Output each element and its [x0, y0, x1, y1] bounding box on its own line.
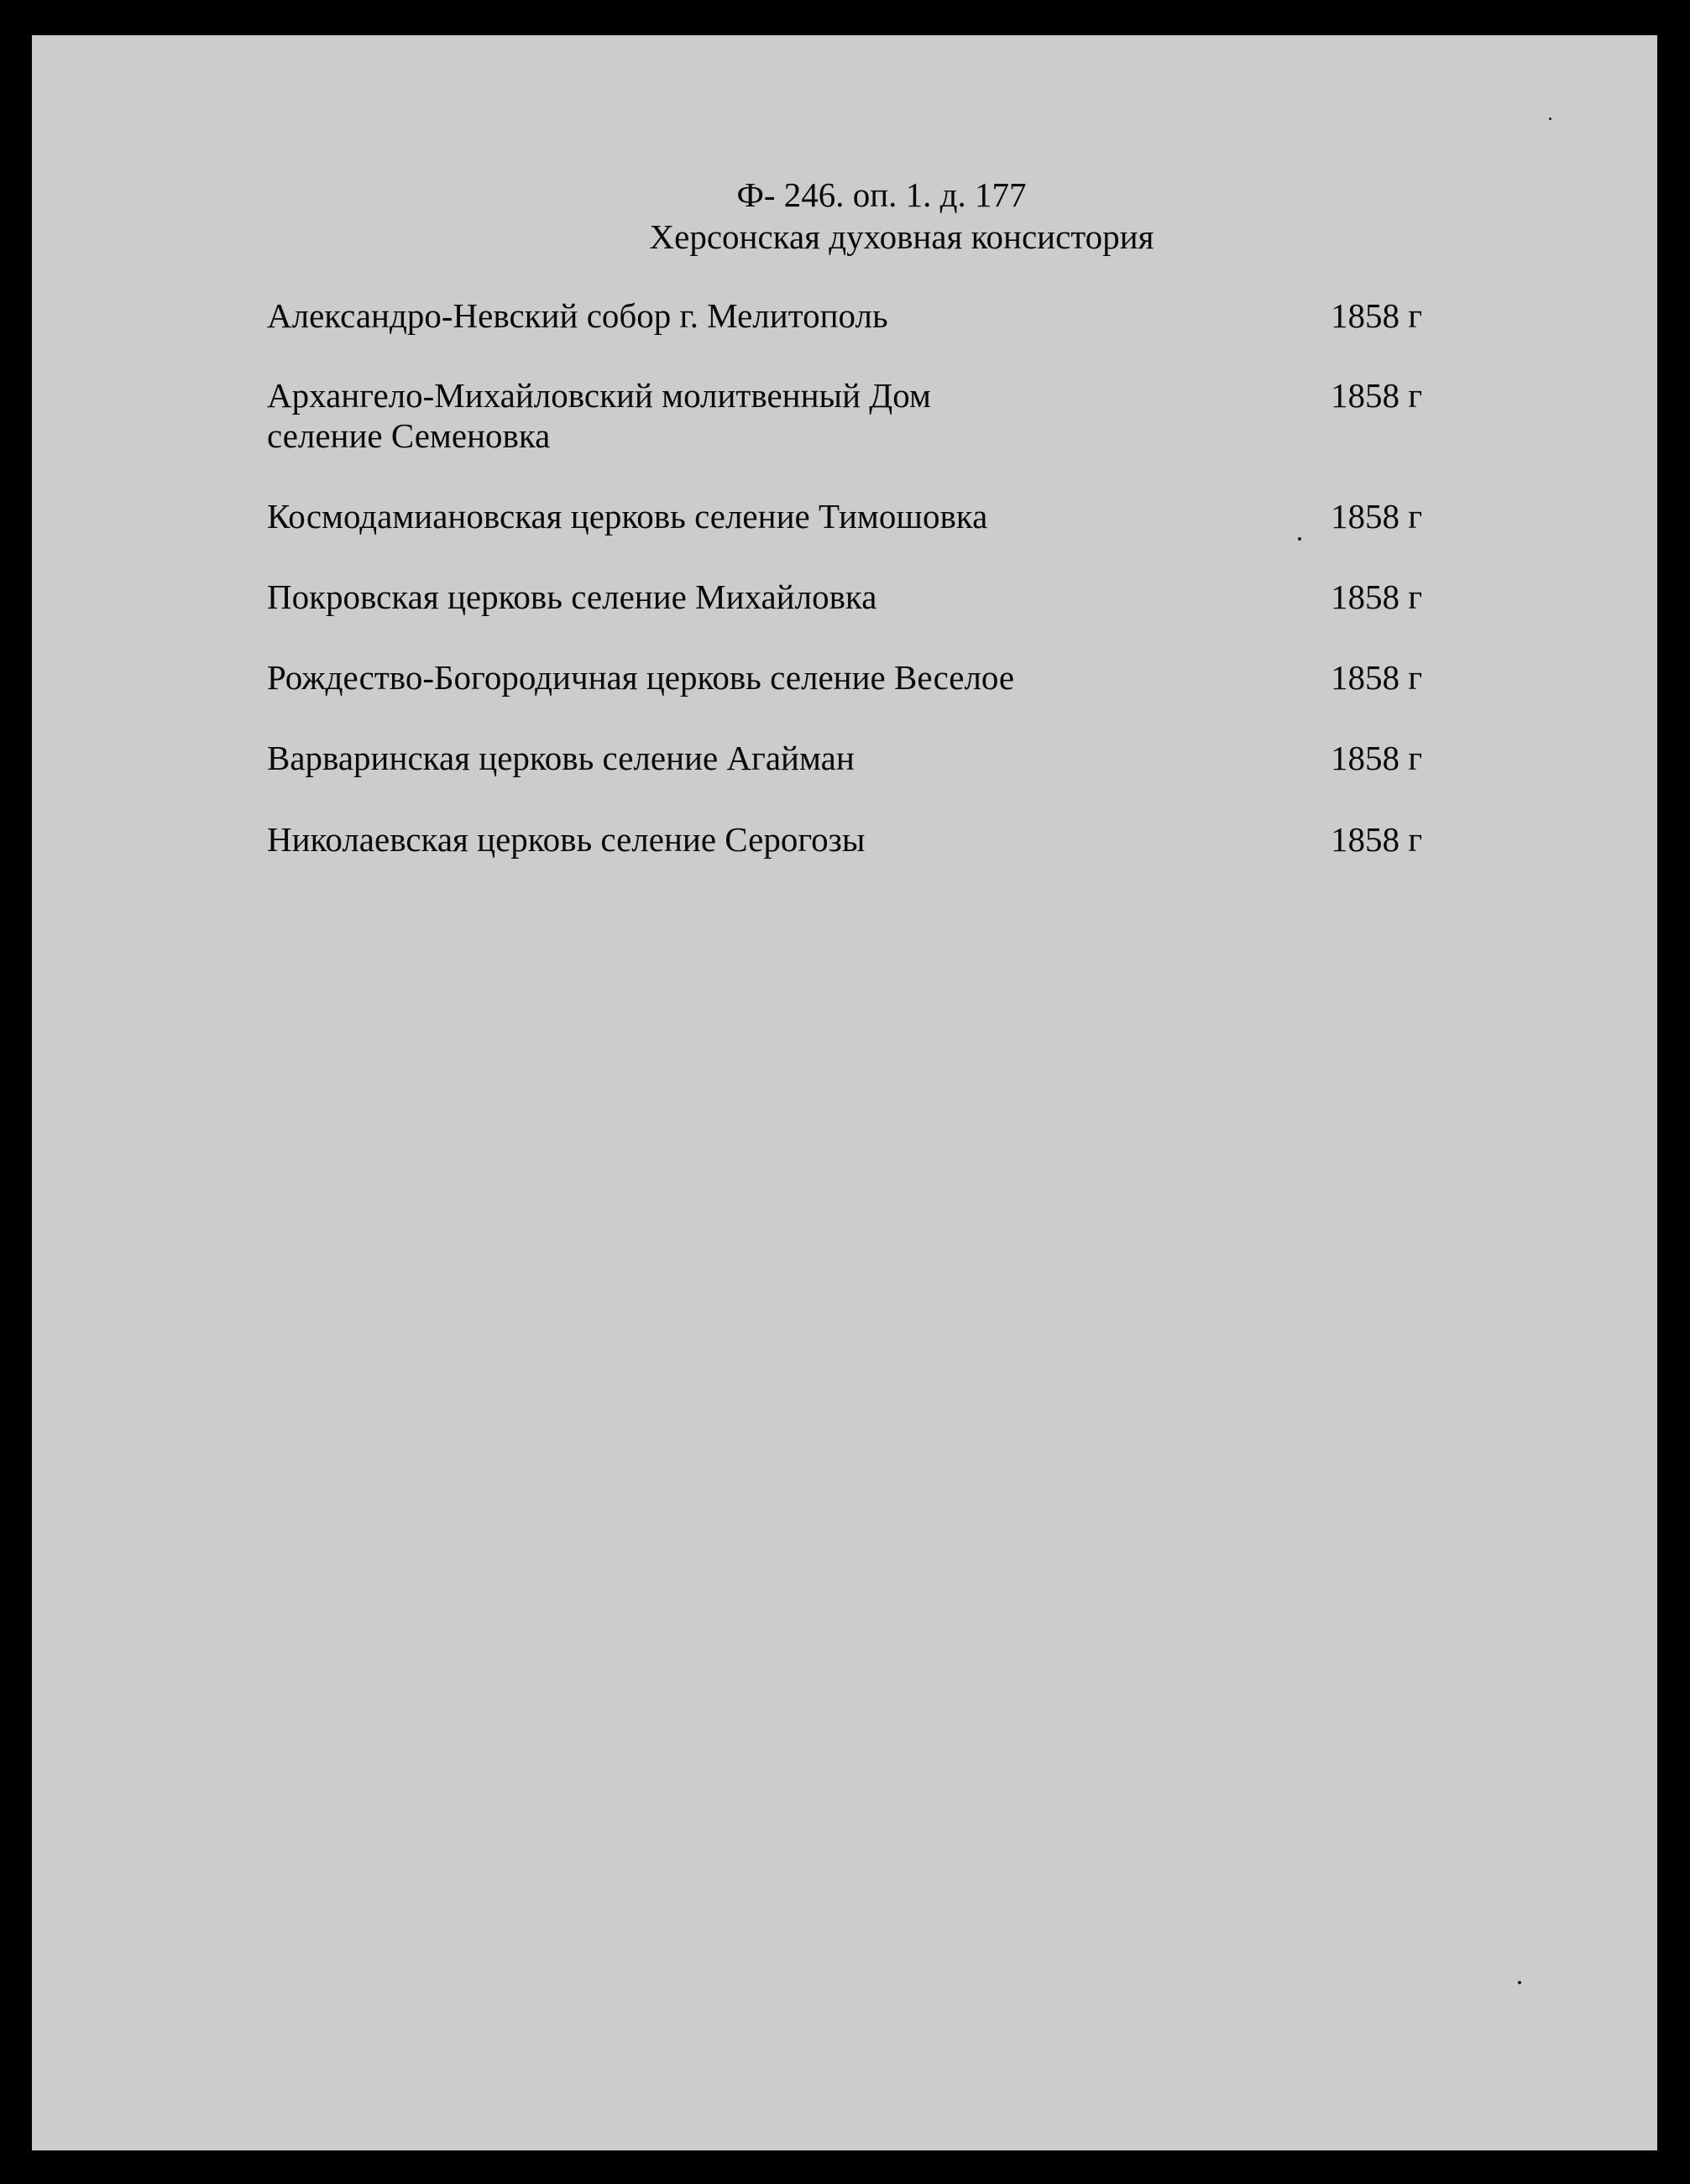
entry-year: 1858 г — [1331, 376, 1423, 415]
entry-name — [267, 738, 1107, 778]
entry-year: 1858 г — [1331, 739, 1423, 777]
entry-name — [267, 375, 1107, 456]
entry-name-line: Космодамиановская церковь селение Тимошовка — [267, 497, 988, 536]
entry-name — [267, 819, 1107, 859]
entry-name — [267, 496, 1107, 536]
document-page — [32, 35, 1657, 2150]
entry-name-line: Александро-Невский собор г. Мелитополь — [267, 296, 888, 335]
entry-name-line: Николаевская церковь селение Серогозы — [267, 820, 866, 859]
entry-year: 1858 г — [1331, 296, 1423, 335]
entry-name-line: Рождество-Богородичная церковь селение Веселое — [267, 658, 1015, 697]
scan-speck — [1518, 1981, 1521, 1984]
entry-name — [267, 295, 1107, 336]
organization-title: Херсонская духовная консистория — [649, 217, 1154, 256]
entry-name-line: Варваринская церковь селение Агайман — [267, 739, 855, 777]
document-header — [32, 174, 1657, 258]
entry-year: 1858 г — [1331, 820, 1423, 859]
entry-name — [267, 577, 1107, 617]
entry-year: 1858 г — [1331, 577, 1423, 616]
scan-speck — [1298, 537, 1301, 541]
entry-year: 1858 г — [1331, 497, 1423, 536]
archive-shelfmark: Ф- 246. оп. 1. д. 177 — [736, 175, 1027, 214]
entry-name-line: селение Семеновка — [267, 416, 551, 455]
entry-name — [267, 657, 1107, 698]
entry-name-line: Архангело-Михайловский молитвенный Дом — [267, 376, 931, 415]
scan-speck — [1549, 118, 1551, 120]
entry-name-line: Покровская церковь селение Михайловка — [267, 577, 877, 616]
entry-year: 1858 г — [1331, 658, 1423, 697]
